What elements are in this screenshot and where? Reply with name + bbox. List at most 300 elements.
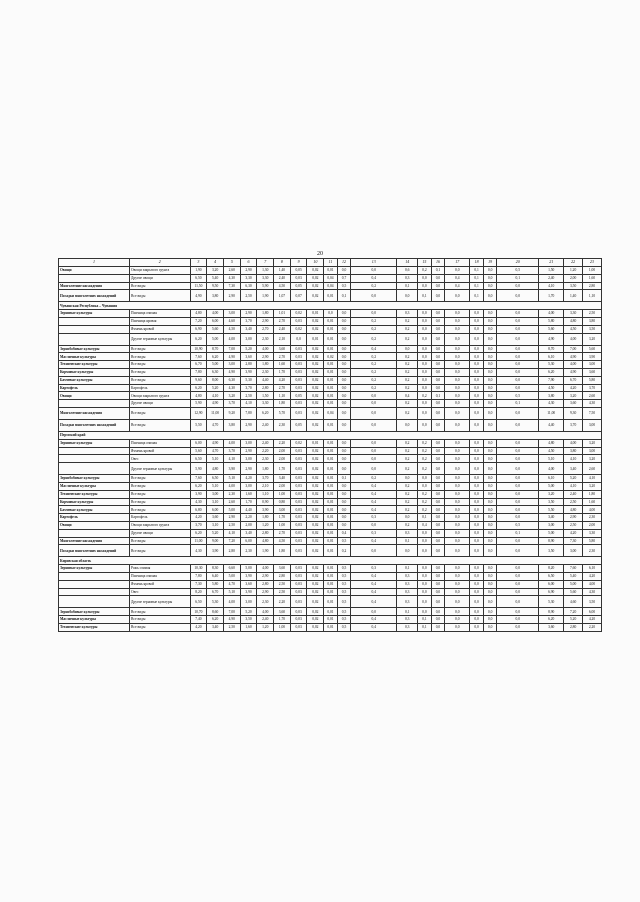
value-cell: 0,0 <box>351 521 397 529</box>
value-cell: 0,02 <box>307 325 324 333</box>
value-cell: 5,60 <box>564 588 583 596</box>
value-cell: 0,0 <box>470 361 484 369</box>
value-cell: 0,0 <box>497 282 539 290</box>
value-cell: 6,20 <box>190 384 207 392</box>
value-cell: 0,4 <box>445 274 470 282</box>
table-row <box>59 325 602 333</box>
value-cell: 2,80 <box>583 282 602 290</box>
value-cell: 3,50 <box>539 545 564 557</box>
value-cell: 0,0 <box>445 325 470 333</box>
value-cell: 2,40 <box>274 274 291 282</box>
value-cell: 0,4 <box>351 498 397 506</box>
value-cell: 0,0 <box>445 353 470 361</box>
value-cell: 4,00 <box>539 310 564 318</box>
value-cell: 8,90 <box>539 608 564 616</box>
value-cell: 0,2 <box>351 361 397 369</box>
value-cell: 3,90 <box>583 353 602 361</box>
value-cell: 2,00 <box>240 521 257 529</box>
value-cell: 0,01 <box>324 475 338 483</box>
value-cell: 5,00 <box>539 529 564 537</box>
table-row <box>59 475 602 483</box>
value-cell: 0,02 <box>324 353 338 361</box>
value-cell: 3,20 <box>207 267 224 275</box>
value-cell: 10,70 <box>190 608 207 616</box>
value-cell: 2,30 <box>583 545 602 557</box>
value-cell: 2,90 <box>564 514 583 522</box>
value-cell: 0,0 <box>337 392 351 400</box>
value-cell: 6,20 <box>207 616 224 624</box>
value-cell: 0,0 <box>445 290 470 302</box>
value-cell: 2,90 <box>240 267 257 275</box>
crop-group-cell: Кормовые культуры <box>59 498 130 506</box>
value-cell: 0,0 <box>337 439 351 447</box>
value-cell: 0,0 <box>483 490 497 498</box>
crop-type-cell: Пшеница озимая <box>130 572 191 580</box>
value-cell: 0,03 <box>290 529 307 537</box>
table-row <box>59 608 602 616</box>
value-cell: 0,0 <box>431 455 445 463</box>
value-cell: 0,0 <box>497 463 539 475</box>
value-cell: 0,2 <box>397 400 418 408</box>
table-row <box>59 282 602 290</box>
value-cell: 0,0 <box>418 407 432 419</box>
value-cell: 0,01 <box>324 439 338 447</box>
value-cell: 3,50 <box>564 282 583 290</box>
value-cell: 2,50 <box>274 580 291 588</box>
value-cell: 0,0 <box>483 447 497 455</box>
value-cell: 0,01 <box>324 447 338 455</box>
crop-type-cell: Ячмень яровой <box>130 325 191 333</box>
value-cell: 0,0 <box>445 368 470 376</box>
value-cell: 0,0 <box>470 616 484 624</box>
value-cell: 1,60 <box>583 274 602 282</box>
value-cell: 0,02 <box>307 537 324 545</box>
crop-group-cell: Картофель <box>59 384 130 392</box>
value-cell: 4,50 <box>539 384 564 392</box>
value-cell: 0,0 <box>431 537 445 545</box>
value-cell: 0,0 <box>497 353 539 361</box>
value-cell: 0,0 <box>497 537 539 545</box>
value-cell: 0,0 <box>497 419 539 431</box>
value-cell: 1,50 <box>257 392 274 400</box>
value-cell: 0,0 <box>483 310 497 318</box>
column-header: 8 <box>274 259 291 267</box>
value-cell: 0,0 <box>445 463 470 475</box>
value-cell: 0,2 <box>397 447 418 455</box>
crop-type-cell: Рожь озимая <box>130 565 191 573</box>
value-cell: 0,02 <box>307 282 324 290</box>
value-cell: 0,0 <box>290 333 307 345</box>
value-cell: 0,01 <box>324 580 338 588</box>
crop-group-cell: Зерновые культуры <box>59 310 130 318</box>
value-cell: 2,80 <box>257 384 274 392</box>
value-cell: 1,70 <box>274 368 291 376</box>
crop-group-cell: Посадки многолетних насаждений <box>59 290 130 302</box>
value-cell: 0,2 <box>418 498 432 506</box>
value-cell: 4,20 <box>274 376 291 384</box>
value-cell: 4,50 <box>223 325 240 333</box>
column-header: 12 <box>337 259 351 267</box>
crop-type-cell: Все виды <box>130 361 191 369</box>
value-cell: 0,1 <box>470 282 484 290</box>
value-cell: 2,70 <box>274 353 291 361</box>
value-cell: 0,0 <box>431 506 445 514</box>
value-cell: 8,30 <box>207 565 224 573</box>
value-cell: 0,0 <box>470 506 484 514</box>
crop-type-cell: Все виды <box>130 475 191 483</box>
value-cell: 0,0 <box>497 361 539 369</box>
crop-type-cell: Овес <box>130 588 191 596</box>
value-cell: 6,80 <box>190 506 207 514</box>
value-cell: 0,5 <box>337 608 351 616</box>
value-cell: 4,30 <box>190 498 207 506</box>
table-row <box>59 521 602 529</box>
region-row <box>59 431 602 439</box>
value-cell: 5,30 <box>207 596 224 608</box>
value-cell: 0,0 <box>445 333 470 345</box>
value-cell: 2,30 <box>583 514 602 522</box>
crop-type-cell: Все виды <box>130 282 191 290</box>
value-cell: 0,0 <box>431 274 445 282</box>
value-cell: 3,00 <box>240 482 257 490</box>
value-cell: 0,0 <box>497 545 539 557</box>
table-row <box>59 392 602 400</box>
value-cell: 0,01 <box>324 392 338 400</box>
value-cell: 1,90 <box>257 545 274 557</box>
crop-group-cell: Картофель <box>59 514 130 522</box>
value-cell: 3,90 <box>240 572 257 580</box>
crop-group-cell: Овощи <box>59 267 130 275</box>
table-row <box>59 537 602 545</box>
value-cell: 5,50 <box>539 506 564 514</box>
value-cell: 0,02 <box>307 267 324 275</box>
value-cell: 0,01 <box>324 455 338 463</box>
table-row <box>59 455 602 463</box>
value-cell: 0,03 <box>290 368 307 376</box>
value-cell: 0,0 <box>418 317 432 325</box>
value-cell: 0,5 <box>497 267 539 275</box>
value-cell: 3,00 <box>274 506 291 514</box>
value-cell: 0,01 <box>324 506 338 514</box>
value-cell: 4,20 <box>190 514 207 522</box>
table-row <box>59 482 602 490</box>
value-cell: 7,30 <box>190 580 207 588</box>
value-cell: 0,0 <box>351 463 397 475</box>
value-cell: 0,4 <box>351 596 397 608</box>
value-cell: 0,0 <box>431 521 445 529</box>
value-cell: 0,0 <box>418 353 432 361</box>
value-cell: 5,70 <box>274 407 291 419</box>
value-cell: 0,04 <box>324 282 338 290</box>
value-cell: 0,2 <box>351 368 397 376</box>
value-cell: 2,80 <box>257 529 274 537</box>
value-cell: 0,2 <box>397 361 418 369</box>
value-cell: 0,2 <box>397 463 418 475</box>
value-cell: 6,70 <box>190 361 207 369</box>
value-cell: 0,0 <box>418 580 432 588</box>
value-cell: 7,00 <box>223 608 240 616</box>
crop-group-cell: Зернобобовые культуры <box>59 345 130 353</box>
value-cell: 4,80 <box>190 392 207 400</box>
value-cell: 3,60 <box>240 353 257 361</box>
table-row <box>59 572 602 580</box>
value-cell: 0,0 <box>431 407 445 419</box>
value-cell: 5,00 <box>539 482 564 490</box>
value-cell: 0,2 <box>397 521 418 529</box>
value-cell: 7,80 <box>240 407 257 419</box>
value-cell: 0,0 <box>483 463 497 475</box>
value-cell: 4,80 <box>564 506 583 514</box>
value-cell: 0,02 <box>307 521 324 529</box>
value-cell: 3,80 <box>539 392 564 400</box>
value-cell: 0,0 <box>483 616 497 624</box>
value-cell: 0,5 <box>337 616 351 624</box>
value-cell: 6,50 <box>190 455 207 463</box>
value-cell: 2,90 <box>223 290 240 302</box>
value-cell: 0,05 <box>290 419 307 431</box>
value-cell: 0,0 <box>445 475 470 483</box>
table-row <box>59 596 602 608</box>
region-name: Пермский край <box>59 431 602 439</box>
value-cell: 2,60 <box>223 498 240 506</box>
value-cell: 0,0 <box>445 419 470 431</box>
value-cell: 4,00 <box>564 333 583 345</box>
value-cell: 0,0 <box>497 310 539 318</box>
value-cell: 0,02 <box>307 400 324 408</box>
value-cell: 0,0 <box>431 490 445 498</box>
value-cell: 0,0 <box>337 368 351 376</box>
value-cell: 0,0 <box>470 545 484 557</box>
value-cell: 2,80 <box>564 623 583 631</box>
value-cell: 0,0 <box>483 565 497 573</box>
value-cell: 7,20 <box>564 608 583 616</box>
crop-type-cell: Пшеница озимая <box>130 310 191 318</box>
value-cell: 2,90 <box>240 419 257 431</box>
value-cell: 4,90 <box>564 368 583 376</box>
column-header: 19 <box>483 259 497 267</box>
value-cell: 4,10 <box>539 282 564 290</box>
value-cell: 8,70 <box>207 345 224 353</box>
value-cell: 0,01 <box>324 333 338 345</box>
value-cell: 2,00 <box>274 447 291 455</box>
crop-group-cell: Зернобобовые культуры <box>59 475 130 483</box>
crop-type-cell: Картофель <box>130 514 191 522</box>
value-cell: 6,00 <box>583 608 602 616</box>
value-cell: 7,90 <box>539 376 564 384</box>
value-cell: 0,80 <box>274 498 291 506</box>
crop-group-cell <box>59 400 130 408</box>
value-cell: 3,40 <box>539 514 564 522</box>
value-cell: 0,0 <box>470 376 484 384</box>
value-cell: 0,3 <box>397 529 418 537</box>
value-cell: 0,0 <box>431 419 445 431</box>
table-row <box>59 407 602 419</box>
value-cell: 0,0 <box>337 521 351 529</box>
value-cell: 0,02 <box>307 447 324 455</box>
value-cell: 0,0 <box>337 376 351 384</box>
value-cell: 5,20 <box>564 475 583 483</box>
value-cell: 0,0 <box>483 333 497 345</box>
value-cell: 0,0 <box>470 596 484 608</box>
table-row <box>59 274 602 282</box>
value-cell: 0,0 <box>483 345 497 353</box>
crop-group-cell <box>59 529 130 537</box>
value-cell: 4,00 <box>223 333 240 345</box>
value-cell: 0,0 <box>497 514 539 522</box>
value-cell: 0,0 <box>497 290 539 302</box>
value-cell: 0,0 <box>418 368 432 376</box>
value-cell: 3,40 <box>240 325 257 333</box>
value-cell: 0,0 <box>483 392 497 400</box>
value-cell: 1,80 <box>257 361 274 369</box>
value-cell: 0,4 <box>351 623 397 631</box>
value-cell: 4,50 <box>274 537 291 545</box>
value-cell: 0,02 <box>307 482 324 490</box>
value-cell: 2,10 <box>257 482 274 490</box>
crop-type-cell: Все виды <box>130 376 191 384</box>
value-cell: 2,90 <box>257 317 274 325</box>
value-cell: 6,00 <box>207 506 224 514</box>
value-cell: 8,00 <box>207 376 224 384</box>
value-cell: 1,07 <box>274 290 291 302</box>
value-cell: 0,0 <box>483 407 497 419</box>
table-row <box>59 310 602 318</box>
value-cell: 0,0 <box>337 317 351 325</box>
crop-group-cell: Кормовые культуры <box>59 368 130 376</box>
crop-type-cell: Все виды <box>130 368 191 376</box>
value-cell: 0,2 <box>351 325 397 333</box>
value-cell: 2,50 <box>564 498 583 506</box>
value-cell: 0,01 <box>324 514 338 522</box>
value-cell: 0,01 <box>324 325 338 333</box>
column-header: 3 <box>190 259 207 267</box>
value-cell: 7,60 <box>564 565 583 573</box>
value-cell: 0,0 <box>397 545 418 557</box>
value-cell: 1,60 <box>583 498 602 506</box>
value-cell: 0,0 <box>445 572 470 580</box>
region-row <box>59 302 602 310</box>
crop-type-cell: Пшеница озимая <box>130 439 191 447</box>
value-cell: 3,90 <box>240 588 257 596</box>
value-cell: 0,01 <box>324 537 338 545</box>
table-row <box>59 565 602 573</box>
value-cell: 1,40 <box>274 267 291 275</box>
value-cell: 2,90 <box>257 572 274 580</box>
value-cell: 2,70 <box>257 325 274 333</box>
value-cell: 2,70 <box>274 529 291 537</box>
value-cell: 0,0 <box>445 623 470 631</box>
value-cell: 0,0 <box>483 482 497 490</box>
value-cell: 0,0 <box>483 580 497 588</box>
value-cell: 2,00 <box>274 482 291 490</box>
value-cell: 0,0 <box>470 345 484 353</box>
value-cell: 4,00 <box>257 345 274 353</box>
value-cell: 4,20 <box>583 572 602 580</box>
value-cell: 1,00 <box>274 623 291 631</box>
value-cell: 5,80 <box>583 537 602 545</box>
value-cell: 5,30 <box>539 361 564 369</box>
value-cell: 4,00 <box>539 463 564 475</box>
table-row <box>59 376 602 384</box>
value-cell: 4,00 <box>223 482 240 490</box>
value-cell: 0,1 <box>418 290 432 302</box>
value-cell: 4,90 <box>564 353 583 361</box>
value-cell: 0,03 <box>290 498 307 506</box>
region-name: Чувашская Республика – Чувашия <box>59 302 602 310</box>
value-cell: 0,0 <box>431 475 445 483</box>
value-cell: 0,0 <box>483 545 497 557</box>
value-cell: 5,40 <box>564 572 583 580</box>
value-cell: 6,00 <box>539 580 564 588</box>
value-cell: 0,02 <box>307 498 324 506</box>
value-cell: 6,50 <box>539 572 564 580</box>
column-header: 20 <box>497 259 539 267</box>
value-cell: 0,0 <box>337 353 351 361</box>
value-cell: 0,03 <box>290 463 307 475</box>
table-row <box>59 545 602 557</box>
value-cell: 0,2 <box>418 439 432 447</box>
value-cell: 0,0 <box>470 353 484 361</box>
value-cell: 0,01 <box>324 498 338 506</box>
value-cell: 2,90 <box>240 310 257 318</box>
value-cell: 0,03 <box>290 608 307 616</box>
value-cell: 1,50 <box>539 267 564 275</box>
value-cell: 0,02 <box>307 514 324 522</box>
crop-type-cell: Все виды <box>130 353 191 361</box>
page-number: 20 <box>317 251 323 257</box>
value-cell: 1,90 <box>257 290 274 302</box>
value-cell: 0,0 <box>397 514 418 522</box>
value-cell: 3,30 <box>564 310 583 318</box>
value-cell: 0,0 <box>470 514 484 522</box>
value-cell: 0,0 <box>445 537 470 545</box>
table-row <box>59 498 602 506</box>
value-cell: 4,10 <box>207 392 224 400</box>
value-cell: 0,01 <box>324 596 338 608</box>
value-cell: 4,00 <box>223 596 240 608</box>
value-cell: 0,2 <box>397 353 418 361</box>
value-cell: 4,00 <box>583 506 602 514</box>
column-header: 1 <box>59 259 130 267</box>
value-cell: 2,00 <box>583 521 602 529</box>
value-cell: 0,2 <box>418 490 432 498</box>
table-row <box>59 333 602 345</box>
value-cell: 6,20 <box>190 529 207 537</box>
value-cell: 4,90 <box>223 368 240 376</box>
value-cell: 0,0 <box>497 572 539 580</box>
value-cell: 0,0 <box>431 608 445 616</box>
value-cell: 0,1 <box>397 608 418 616</box>
value-cell: 0,1 <box>397 565 418 573</box>
value-cell: 0,2 <box>397 439 418 447</box>
value-cell: 0,03 <box>290 447 307 455</box>
value-cell: 0,5 <box>337 565 351 573</box>
value-cell: 4,70 <box>223 580 240 588</box>
value-cell: 0,0 <box>470 407 484 419</box>
value-cell: 4,80 <box>564 317 583 325</box>
value-cell: 0,3 <box>397 572 418 580</box>
column-header: 4 <box>207 259 224 267</box>
table-row <box>59 384 602 392</box>
value-cell: 0,0 <box>497 616 539 624</box>
value-cell: 0,0 <box>470 588 484 596</box>
value-cell: 1,80 <box>274 400 291 408</box>
crop-group-cell <box>59 463 130 475</box>
crop-type-cell: Другие зерновые культуры <box>130 596 191 608</box>
value-cell: 2,50 <box>223 623 240 631</box>
value-cell: 6,00 <box>240 537 257 545</box>
value-cell: 0,3 <box>397 588 418 596</box>
